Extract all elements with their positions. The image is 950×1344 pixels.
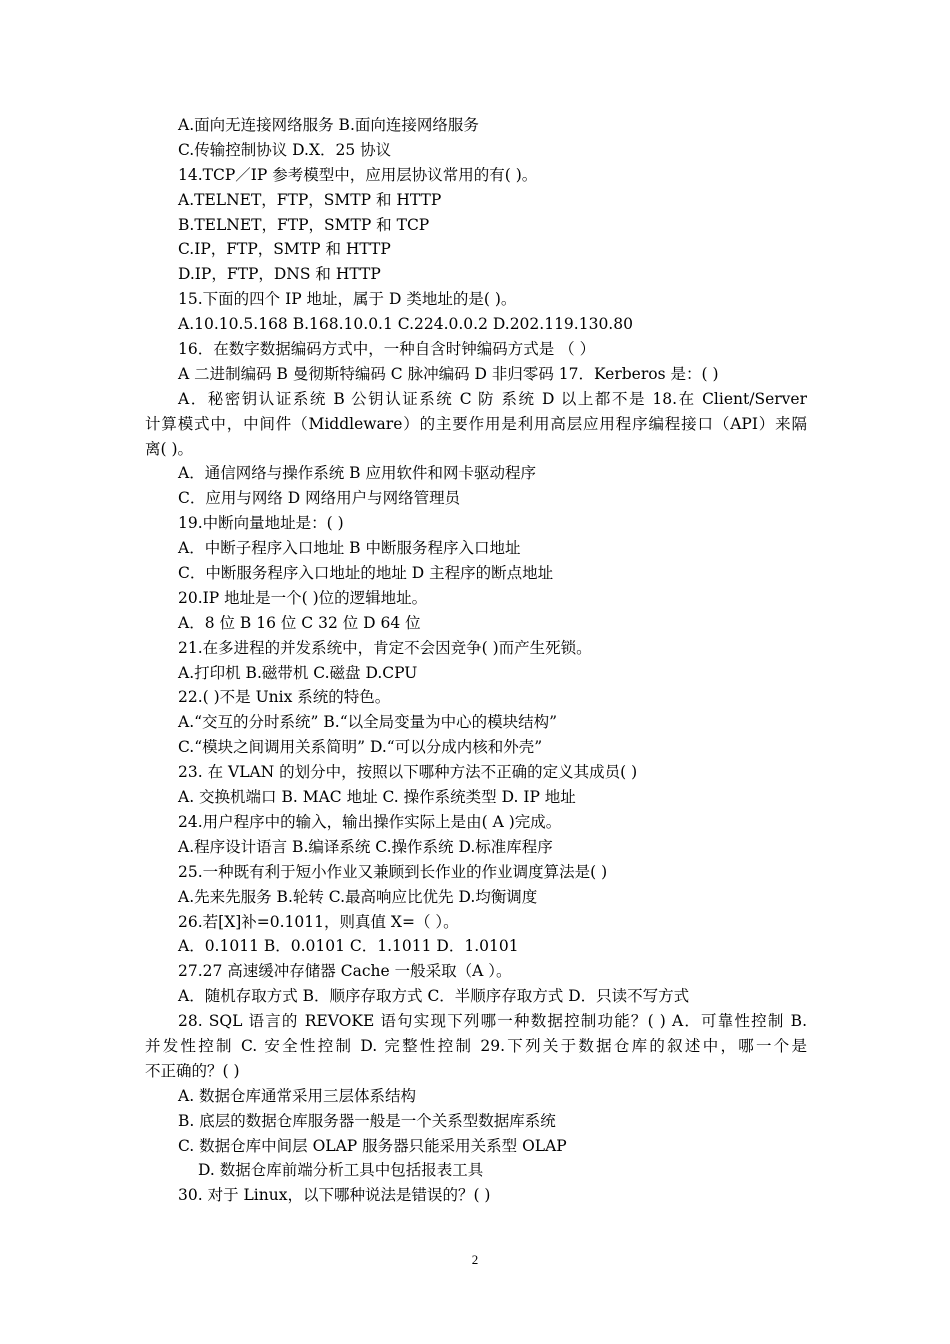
text-line: C．中断服务程序入口地址的地址 D 主程序的断点地址 xyxy=(178,564,554,583)
text-line: C.IP，FTP，SMTP 和 HTTP xyxy=(178,240,391,259)
text-line: A.打印机 B.磁带机 C.磁盘 D.CPU xyxy=(178,663,418,682)
text-line: D.IP，FTP，DNS 和 HTTP xyxy=(178,265,381,284)
question-15: 15.下面的四个 IP 地址，属于 D 类地址的是( )。 xyxy=(178,290,517,309)
text-line: 离( )。 xyxy=(145,439,194,458)
text-line: C.传输控制协议 D.X．25 协议 xyxy=(178,140,392,159)
text-line: A.10.10.5.168 B.168.10.0.1 C.224.0.0.2 D.202.119.130.80 xyxy=(178,315,633,334)
question-26: 26.若[X]补=0.1011，则真值 X=（ ）。 xyxy=(178,912,459,931)
question-23: 23. 在 VLAN 的划分中，按照以下哪种方法不正确的定义其成员( ) xyxy=(178,763,638,782)
text-line: A.面向无连接网络服务 B.面向连接网络服务 xyxy=(178,116,479,134)
text-line: A．秘密钥认证系统 B 公钥认证系统 C 防 系统 D 以上都不是 18.在 Client/Server xyxy=(178,389,807,408)
page-number: 2 xyxy=(471,1252,479,1267)
text-line: A 二进制编码 B 曼彻斯特编码 C 脉冲编码 D 非归零码 17．Kerberos 是：( ) xyxy=(178,364,719,383)
text-line: B. 底层的数据仓库服务器一般是一个关系型数据库系统 xyxy=(178,1111,556,1130)
question-30: 30. 对于 Linux，以下哪种说法是错误的？( ) xyxy=(178,1186,491,1205)
text-line: A.“交互的分时系统” B.“以全局变量为中心的模块结构” xyxy=(178,713,558,732)
text-line: D. 数据仓库前端分析工具中包括报表工具 xyxy=(198,1161,484,1180)
text-line: A．0.1011 B．0.0101 C．1.1011 D．1.0101 xyxy=(178,937,519,956)
text-line: 并发性控制 C. 安全性控制 D. 完整性控制 29.下列关于数据仓库的叙述中，哪一个是 xyxy=(145,1036,807,1055)
text-line: A.TELNET，FTP，SMTP 和 HTTP xyxy=(178,190,442,209)
text-line: A. 数据仓库通常采用三层体系结构 xyxy=(178,1086,417,1105)
question-14: 14.TCP／IP 参考模型中，应用层协议常用的有( )。 xyxy=(178,165,538,184)
question-21: 21.在多进程的并发系统中，肯定不会因竞争( )而产生死锁。 xyxy=(178,638,592,657)
question-28: 28. SQL 语言的 REVOKE 语句实现下列哪一种数据控制功能？( ) A．可靠性控制 B. xyxy=(178,1012,807,1031)
text-line: A．8 位 B 16 位 C 32 位 D 64 位 xyxy=(178,613,421,632)
text-line: A.程序设计语言 B.编译系统 C.操作系统 D.标准库程序 xyxy=(178,837,553,856)
text-line: A.先来先服务 B.轮转 C.最高响应比优先 D.均衡调度 xyxy=(178,887,538,906)
text-line: A．随机存取方式 B．顺序存取方式 C．半顺序存取方式 D．只读不写方式 xyxy=(178,987,690,1006)
text-line: 不正确的？( ) xyxy=(145,1061,240,1080)
question-24: 24.用户程序中的输入，输出操作实际上是由( A )完成。 xyxy=(178,812,562,831)
text-line: C. 数据仓库中间层 OLAP 服务器只能采用关系型 OLAP xyxy=(178,1136,567,1155)
question-22: 22.( )不是 Unix 系统的特色。 xyxy=(178,688,391,707)
question-16: 16．在数字数据编码方式中，一种自含时钟编码方式是 （ ） xyxy=(178,340,596,359)
question-27: 27.27 高速缓冲存储器 Cache 一般采取（A ）。 xyxy=(178,962,512,981)
text-line: C．应用与网络 D 网络用户与网络管理员 xyxy=(178,489,461,508)
question-25: 25.一种既有利于短小作业又兼顾到长作业的作业调度算法是( ) xyxy=(178,862,608,881)
question-19: 19.中断向量地址是：( ) xyxy=(178,514,344,533)
text-line: A. 交换机端口 B. MAC 地址 C. 操作系统类型 D. IP 地址 xyxy=(178,788,576,807)
text-line: A．中断子程序入口地址 B 中断服务程序入口地址 xyxy=(178,539,521,558)
text-line: B.TELNET，FTP，SMTP 和 TCP xyxy=(178,215,430,234)
text-line: C.“模块之间调用关系简明” D.“可以分成内核和外壳” xyxy=(178,738,543,757)
document-body xyxy=(145,113,807,1208)
text-line: A．通信网络与操作系统 B 应用软件和网卡驱动程序 xyxy=(178,464,536,483)
text-line: 计算模式中，中间件（Middleware）的主要作用是利用高层应用程序编程接口（API）来隔 xyxy=(145,414,807,433)
question-20: 20.IP 地址是一个( )位的逻辑地址。 xyxy=(178,588,428,607)
